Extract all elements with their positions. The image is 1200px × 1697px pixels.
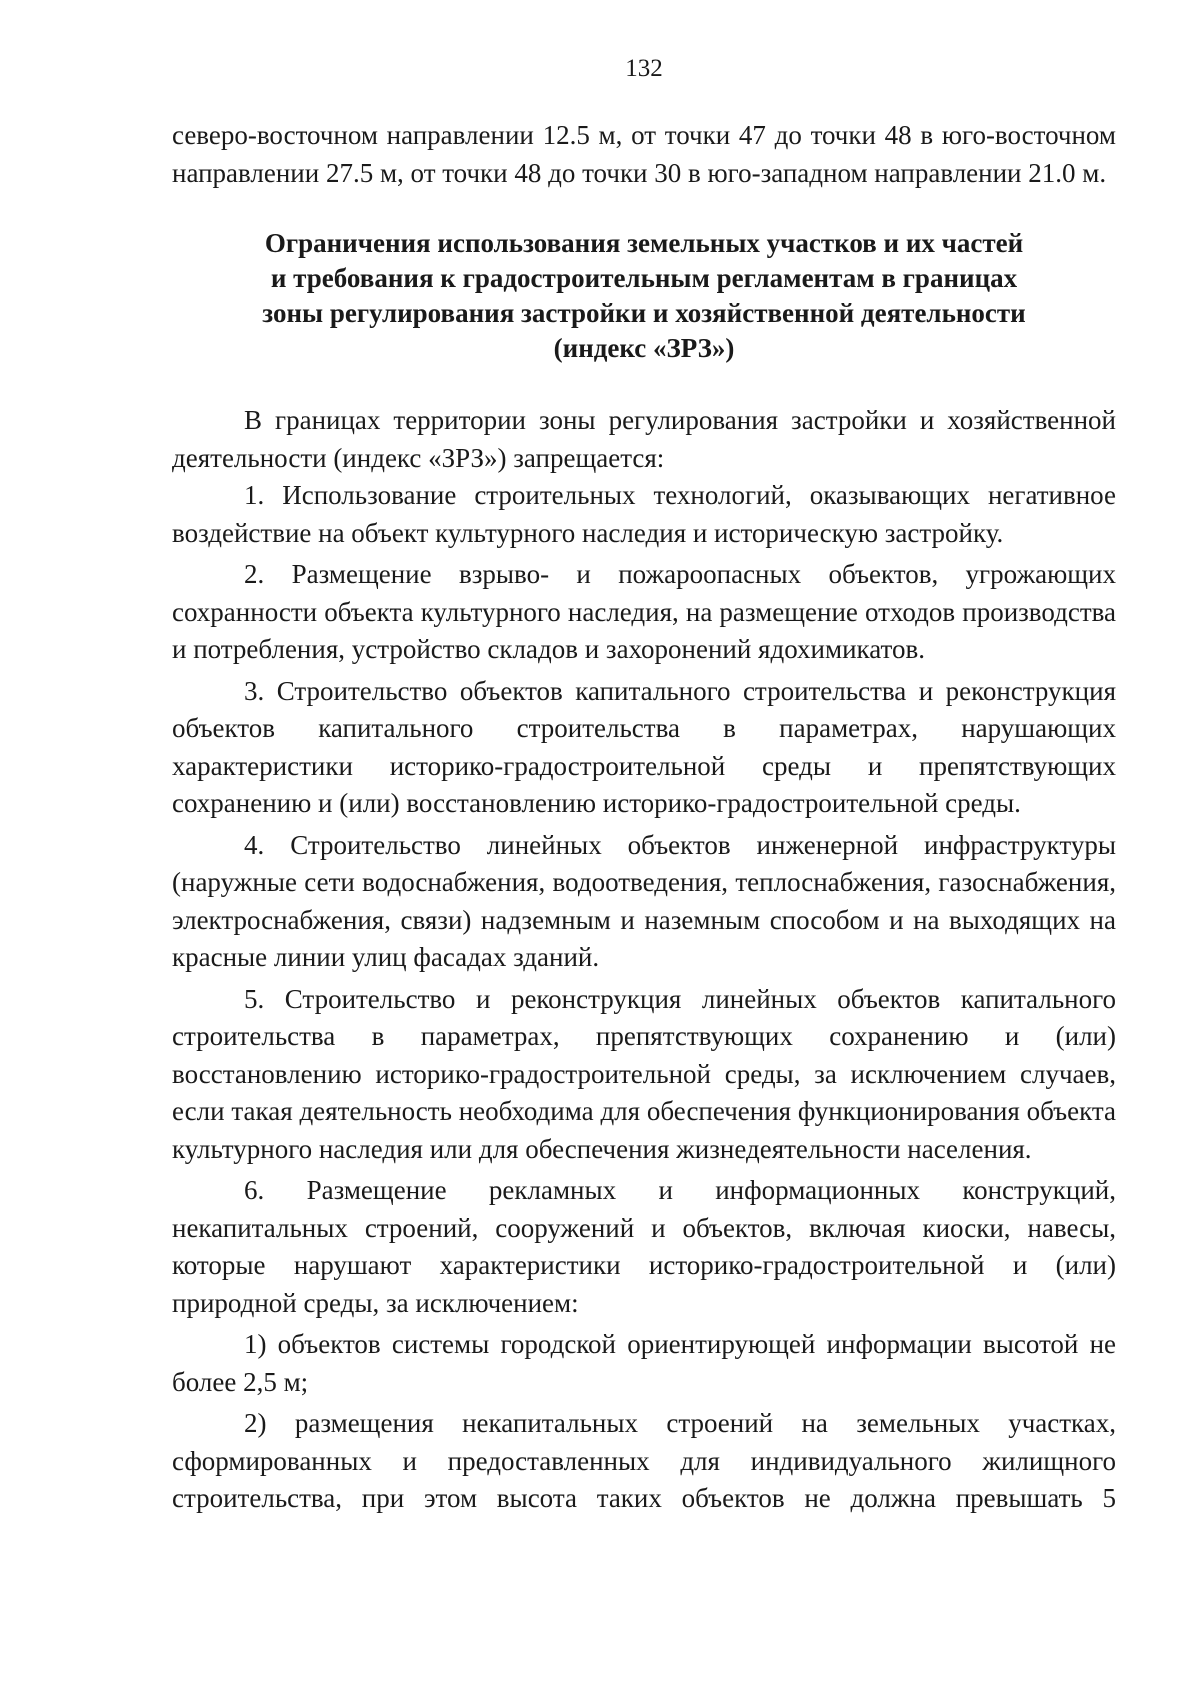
heading-line-2: и требования к градостроительным регламентам в границах (270, 263, 1018, 293)
intro-paragraph: северо-восточном направлении 12.5 м, от точки 47 до точки 48 в юго-восточном направлении 27.5 м, от точки 48 до точки 30 в юго-западном направлении 21.0 м. (172, 120, 1116, 188)
page-number: 132 (625, 55, 663, 82)
document-body (172, 117, 1116, 1518)
paragraph-item-3: 3. Строительство объектов капитального строительства и реконструкция объектов капитального строительства в параметрах, нарушающих характеристики историко-градостроительной среды и препятствующих сохранению и (или) восстановлению историко-градостроительной среды. (172, 675, 1116, 818)
paragraph-item-4: 4. Строительство линейных объектов инженерной инфраструктуры (наружные сети водоснабжения, водоотведения, теплоснабжения, газоснабжения, электроснабжения, связи) надземным и наземным способом и на выходящих на красные линии улиц фасадах зданий. (172, 829, 1116, 972)
section-heading (172, 226, 1116, 366)
paragraph-item-5: 5. Строительство и реконструкция линейных объектов капитального строительства в параметрах, препятствующих сохранению и (или) восстановлению историко-градостроительной среды, за исключением случаев, если такая деятельность необходима для обеспечения функционирования объекта культурного наследия или для обеспечения жизнедеятельности населения. (172, 983, 1116, 1164)
heading-line-3: зоны регулирования застройки и хозяйственной деятельности (262, 298, 1026, 328)
paragraph-item-6: 6. Размещение рекламных и информационных конструкций, некапитальных строений, сооружений и объектов, включая киоски, навесы, которые нарушают характеристики историко-градостроительной и (или) природной среды, за исключением: (172, 1175, 1116, 1318)
paragraph-subitem-2: 2) размещения некапитальных строений на земельных участках, сформированных и предоставленных для индивидуального жилищного строительства, при этом высота таких объектов не должна превышать 5 (172, 1408, 1116, 1513)
heading-line-1: Ограничения использования земельных участков и их частей (264, 228, 1024, 258)
paragraph-item-1: 1. Использование строительных технологий, оказывающих негативное воздействие на объект культурного наследия и историческую застройку. (172, 480, 1116, 548)
heading-line-4: (индекс «ЗРЗ») (553, 333, 735, 363)
paragraph-subitem-1: 1) объектов системы городской ориентирующей информации высотой не более 2,5 м; (172, 1329, 1116, 1397)
paragraph-intro-prohibited: В границах территории зоны регулирования застройки и хозяйственной деятельности (индекс «ЗРЗ») запрещается: (172, 405, 1116, 473)
paragraph-item-2: 2. Размещение взрыво- и пожароопасных объектов, угрожающих сохранности объекта культурного наследия, на размещение отходов производства и потребления, устройство складов и захоронений ядохимикатов. (172, 559, 1116, 664)
